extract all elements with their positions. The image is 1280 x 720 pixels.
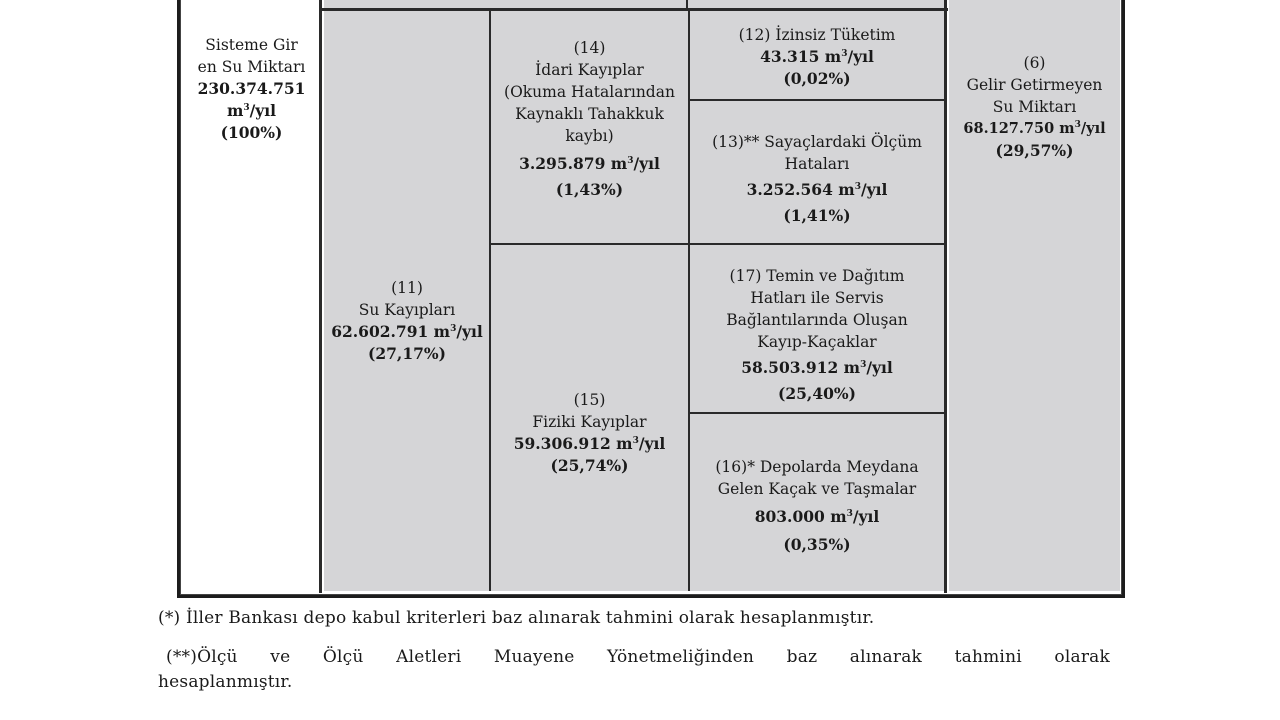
physical-losses-value — [514, 433, 666, 455]
cell-non-revenue — [949, 0, 1120, 591]
value-text: 43.315 m — [760, 47, 842, 66]
unauthorized-value — [760, 46, 874, 68]
system-input-line1: Sisteme Gir — [205, 36, 298, 54]
unit-sup: 3 — [860, 359, 867, 370]
top-strip — [324, 0, 946, 8]
distribution-leaks-label3: Bağlantılarında Oluşan — [726, 310, 908, 329]
cell-unauthorized — [690, 11, 944, 99]
unit-sup: 3 — [1074, 120, 1081, 131]
system-input-value: 230.374.751 — [197, 79, 306, 98]
meter-errors-label1: (13)** Sayaçlardaki Ölçüm — [712, 133, 922, 151]
unit-sup: 3 — [841, 48, 848, 59]
unit-sup: 3 — [854, 181, 861, 192]
cell-system-input — [182, 0, 321, 592]
admin-losses-percent: (1,43%) — [555, 180, 624, 199]
cell-distribution-leaks — [690, 245, 944, 412]
unit-post: /yıl — [860, 180, 888, 199]
water-losses-percent: (27,17%) — [368, 344, 446, 363]
non-revenue-label2: Su Miktarı — [992, 98, 1077, 116]
admin-losses-desc2: Kaynaklı Tahakkuk — [515, 105, 664, 123]
admin-losses-label: İdari Kayıplar — [535, 61, 644, 79]
water-losses-label: Su Kayıpları — [358, 301, 456, 319]
water-losses-value — [331, 321, 483, 343]
value-text: 3.252.564 m — [746, 180, 855, 199]
system-input-percent: (100%) — [220, 123, 283, 142]
cell-admin-losses — [491, 11, 688, 243]
distribution-leaks-value — [741, 357, 893, 379]
depot-leaks-value — [755, 506, 880, 528]
divider-col1 — [319, 0, 322, 593]
value-text: 58.503.912 m — [741, 357, 861, 377]
unit-sup: 3 — [627, 155, 634, 166]
meter-errors-value — [747, 179, 888, 201]
unit-post: /yıl — [638, 434, 666, 453]
value-text: 803.000 m — [754, 506, 847, 526]
footnote-1: (*) İller Bankası depo kabul kriterleri baz alınarak tahmini olarak hesaplanmıştır. — [158, 608, 875, 628]
non-revenue-value — [963, 118, 1105, 140]
unit-sup: 3 — [846, 508, 853, 519]
unit-m: m — [226, 101, 244, 120]
unit-post: /yıl — [633, 154, 660, 173]
unit-post: /yıl — [1080, 120, 1106, 137]
divider-col4 — [944, 0, 947, 593]
admin-losses-number: (14) — [573, 39, 606, 57]
cell-physical-losses — [491, 245, 688, 591]
physical-losses-number: (15) — [573, 391, 606, 409]
admin-losses-value — [519, 153, 660, 175]
distribution-leaks-label2: Hatları ile Servis — [750, 288, 884, 307]
cell-meter-errors — [690, 101, 944, 243]
unit-sup: 3 — [450, 323, 457, 334]
physical-losses-label: Fiziki Kayıplar — [532, 413, 647, 431]
depot-leaks-percent: (0,35%) — [783, 534, 851, 554]
system-input-unit — [227, 100, 276, 122]
non-revenue-percent: (29,57%) — [995, 141, 1074, 160]
non-revenue-label1: Gelir Getirmeyen — [966, 76, 1103, 94]
footnote-2-line1: (**)Ölçü ve Ölçü Aletleri Muayene Yönetmeliğinden baz alınarak tahmini olarak — [166, 647, 1110, 667]
unauthorized-label: (12) İzinsiz Tüketim — [738, 26, 896, 44]
non-revenue-number: (6) — [1023, 54, 1046, 72]
physical-losses-percent: (25,74%) — [550, 456, 629, 475]
depot-leaks-label1: (16)* Depolarda Meydana — [715, 457, 919, 476]
value-text: 62.602.791 m — [331, 322, 451, 341]
unit-post: /yıl — [456, 322, 483, 341]
water-losses-number: (11) — [391, 279, 423, 297]
distribution-leaks-label1: (17) Temin ve Dağıtım — [729, 266, 905, 285]
unit-post: /yıl — [866, 357, 893, 377]
meter-errors-percent: (1,41%) — [783, 206, 851, 225]
unit-sup: 3 — [243, 102, 250, 113]
value-text: 3.295.879 m — [519, 154, 628, 173]
admin-losses-desc3: kaybı) — [565, 127, 614, 145]
unit-sup: 3 — [632, 435, 639, 446]
system-input-line2: en Su Miktarı — [197, 58, 306, 76]
unit-post: /yıl — [847, 47, 874, 66]
unit-post: /yıl — [852, 506, 880, 526]
admin-losses-desc1: (Okuma Hatalarından — [504, 83, 675, 101]
value-text: 59.306.912 m — [513, 434, 633, 453]
distribution-leaks-label4: Kayıp-Kaçaklar — [757, 332, 877, 351]
cell-depot-leaks — [690, 414, 944, 591]
top-strip-divider — [686, 0, 688, 8]
unauthorized-percent: (0,02%) — [783, 69, 851, 88]
distribution-leaks-percent: (25,40%) — [778, 383, 856, 403]
meter-errors-label2: Hataları — [784, 155, 850, 173]
depot-leaks-label2: Gelen Kaçak ve Taşmalar — [717, 479, 917, 498]
value-text: 68.127.750 m — [963, 120, 1075, 137]
cell-water-losses — [324, 11, 490, 591]
unit-post: /yıl — [249, 101, 277, 120]
footnote-2-line2: hesaplanmıştır. — [158, 672, 293, 692]
